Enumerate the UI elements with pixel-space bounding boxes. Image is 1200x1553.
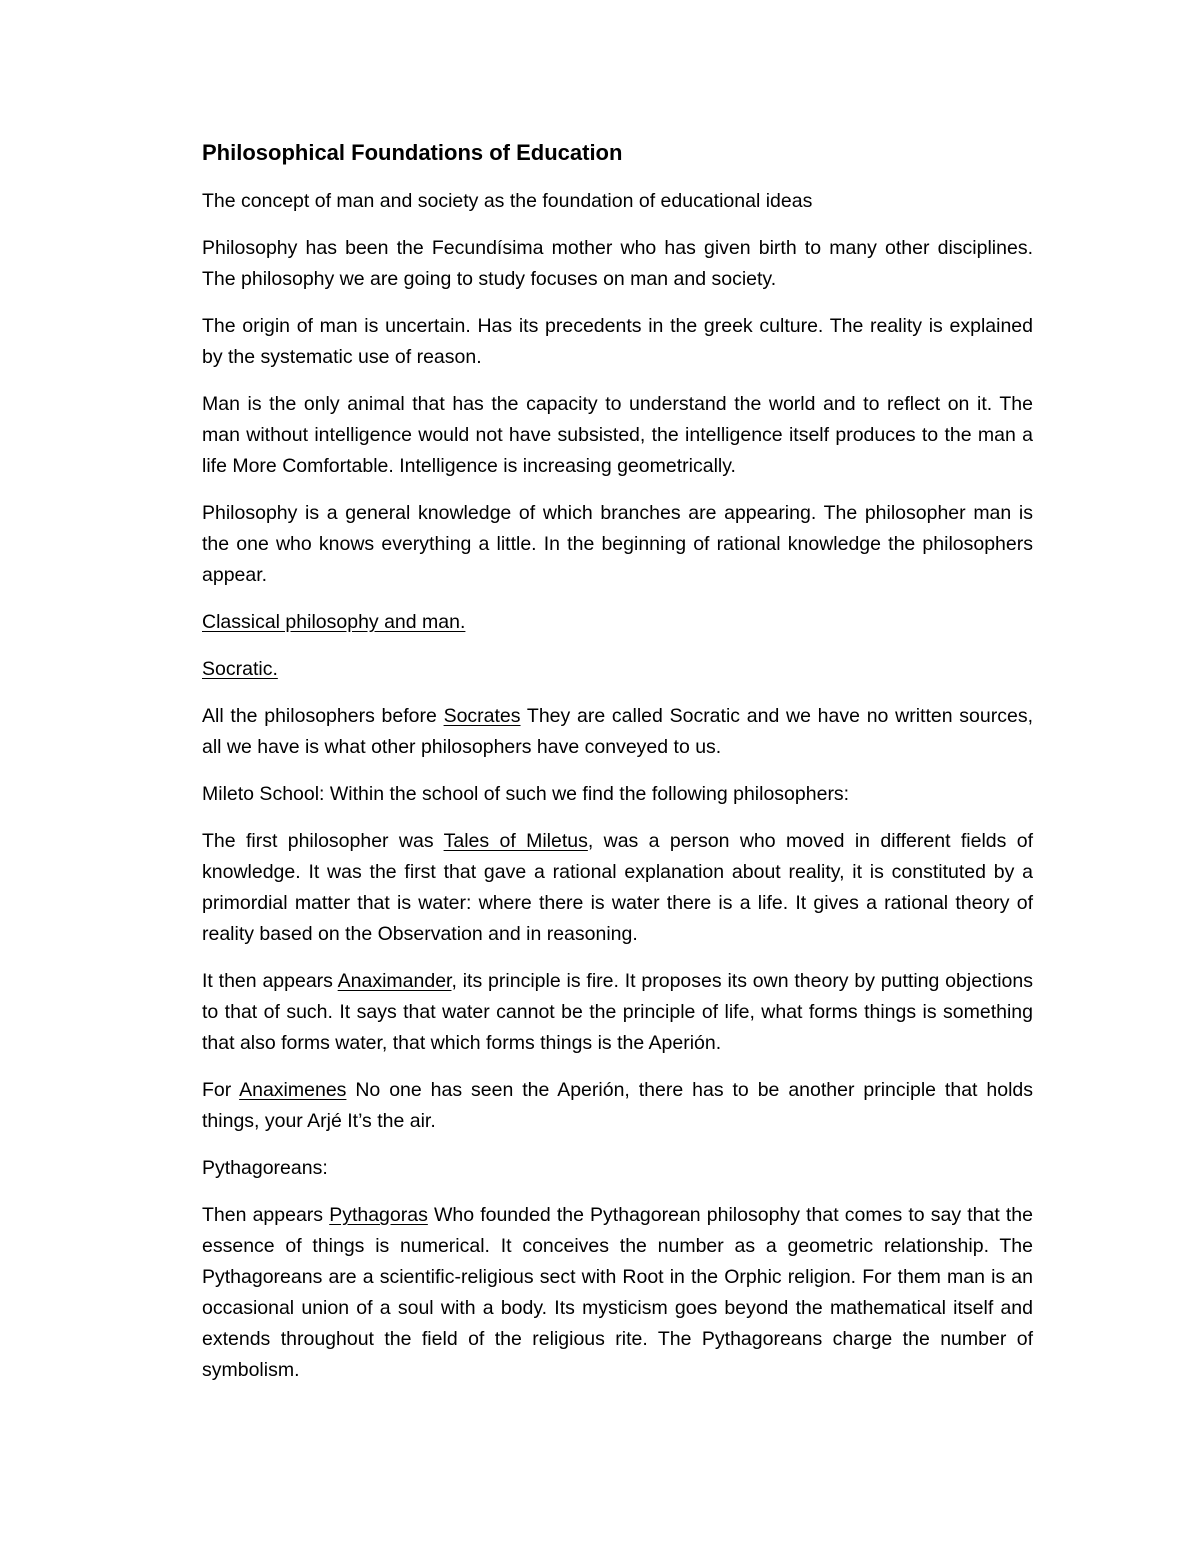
heading-classical-philosophy <box>202 607 1033 638</box>
link-pythagoras[interactable]: Pythagoras <box>329 1204 428 1226</box>
paragraph-general-knowledge: Philosophy is a general knowledge of which branches are appearing. The philosopher man is the one who knows everything a little. In the beginning of rational knowledge the philosophers appear. <box>202 502 1033 586</box>
link-anaximander[interactable]: Anaximander <box>337 970 452 992</box>
text-segment: Who founded the Pythagorean philosophy that comes to say that the essence of things is numerical. It conceives the number as a geometric relationship. The Pythagoreans are a scientific-religious sect with Root in the Orphic religion. For them man is an occasional union of a soul with a body. Its mysticism goes beyond the mathematical itself and extends throughout the field of the religious rite. The Pythagoreans charge the number of symbolism. <box>202 1204 1033 1381</box>
document-page <box>202 138 1033 1402</box>
paragraph-concept: The concept of man and society as the foundation of educational ideas <box>202 190 813 212</box>
paragraph-anaximander <box>202 966 1033 1059</box>
heading-socratic <box>202 654 1033 685</box>
text-segment: , was a person who moved in different fields of knowledge. It was the first that gave a rational explanation about reality, it is constituted by a primordial matter that is water: where there is water there is a life. It gives a rational theory of reality based on the Observation and in reasoning. <box>202 830 1033 945</box>
link-anaximenes[interactable]: Anaximenes <box>239 1079 347 1101</box>
paragraph-anaximenes <box>202 1075 1033 1137</box>
paragraph-man-intelligence: Man is the only animal that has the capacity to understand the world and to reflect on it. The man without intelligence would not have subsisted, the intelligence itself produces to the man a life More Comfortable. Intelligence is increasing geometrically. <box>202 393 1033 477</box>
text-segment: , its principle is fire. It proposes its own theory by putting objections to that of such. It says that water cannot be the principle of life, what forms things is something that also forms water, that which forms things is the Aperión. <box>202 970 1033 1054</box>
text-segment: All the philosophers before <box>202 705 444 727</box>
link-socrates[interactable]: Socrates <box>443 705 521 727</box>
heading-classical-text: Classical philosophy and man. <box>202 611 466 633</box>
text-segment: For <box>202 1079 240 1101</box>
paragraph-mileto-school: Mileto School: Within the school of such we find the following philosophers: <box>202 783 850 805</box>
text-segment: No one has seen the Aperión, there has to be another principle that holds things, your Arjé It’s the air. <box>202 1079 1034 1132</box>
paragraph-origin-of-man: The origin of man is uncertain. Has its precedents in the greek culture. The reality is explained by the systematic use of reason. <box>202 315 1033 368</box>
link-tales-of-miletus[interactable]: Tales of Miletus <box>443 830 588 852</box>
heading-socratic-text: Socratic. <box>202 658 278 680</box>
paragraph-philosophy-mother: Philosophy has been the Fecundísima mother who has given birth to many other disciplines. The philosophy we are going to study focuses on man and society. <box>202 237 1033 290</box>
paragraph-tales <box>202 826 1033 950</box>
text-segment: The first philosopher was <box>202 830 444 852</box>
paragraph-pythagoras <box>202 1200 1033 1386</box>
heading-pythagoreans: Pythagoreans: <box>202 1157 328 1179</box>
document-title: Philosophical Foundations of Education <box>202 140 623 165</box>
paragraph-socrates <box>202 701 1033 763</box>
text-segment: They are called Socratic and we have no written sources, all we have is what other philosophers have conveyed to us. <box>202 705 1033 758</box>
text-segment: Then appears <box>202 1204 330 1226</box>
text-segment: It then appears <box>202 970 338 992</box>
